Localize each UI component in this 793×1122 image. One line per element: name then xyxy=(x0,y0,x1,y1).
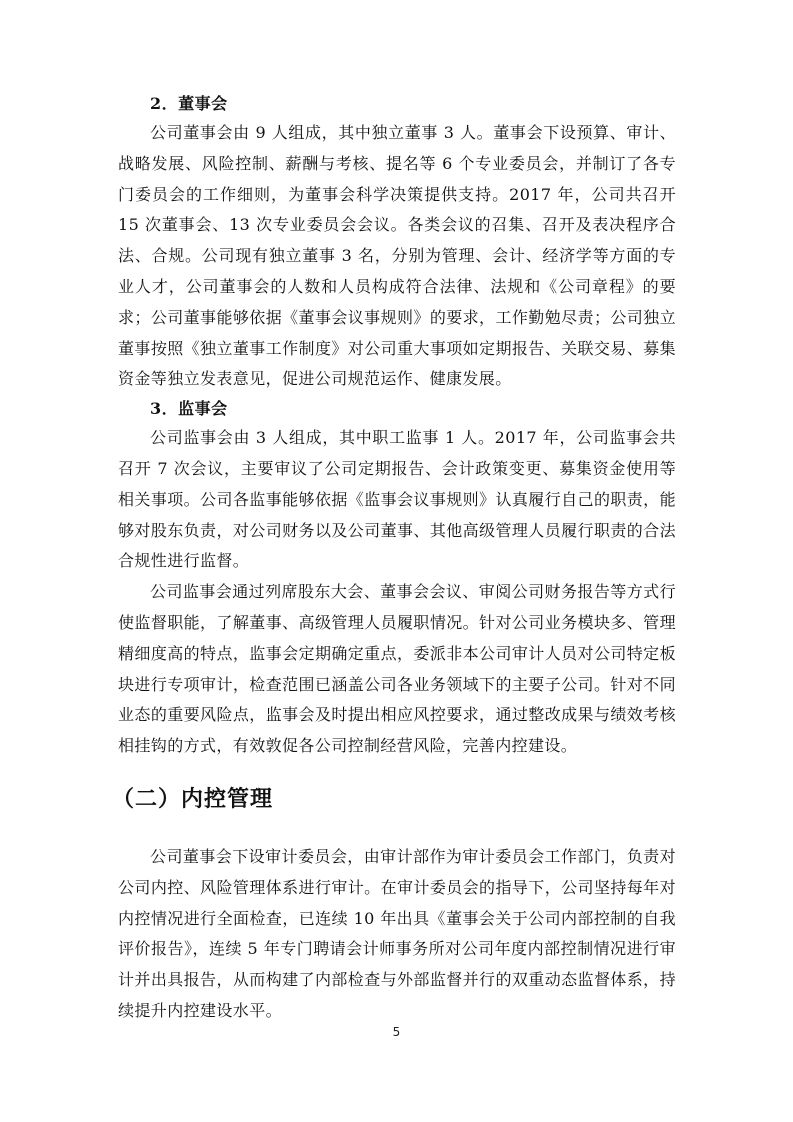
board-heading: 2．董事会 xyxy=(150,94,228,113)
page-number: 5 xyxy=(392,1025,401,1039)
supervisory-paragraph-1: 公司监事会由 3 人组成，其中职工监事 1 人。2017 年，公司监事会共召开 7 次会议，主要审议了公司定期报告、会计政策变更、募集资金使用等相关事项。公司各监事能够依据《监事会议事规则》认真履行自己的职责，能够对股东负责，对公司财务以及公司董事、其他高级管理人员履行职责的合法合规性进行监督。 xyxy=(118,428,676,571)
supervisory-heading: 3．监事会 xyxy=(150,399,228,419)
supervisory-paragraph-2: 公司监事会通过列席股东大会、董事会会议、审阅公司财务报告等方式行使监督职能，了解董事、高级管理人员履职情况。针对公司业务模块多、管理精细度高的特点，监事会定期确定重点，委派非本公司审计人员对公司特定板块进行专项审计，检查范围已涵盖公司各业务领域下的主要子公司。针对不同业态的重要风险点，监事会及时提出相应风控要求，通过整改成果与绩效考核相挂钩的方式，有效敦促各公司控制经营风险，完善内控建设。 xyxy=(118,582,676,756)
internal-control-paragraph: 公司董事会下设审计委员会，由审计部作为审计委员会工作部门，负责对公司内控、风险管理体系进行审计。在审计委员会的指导下，公司坚持每年对内控情况进行全面检查，已连续 10 年出具《董事会关于公司内部控制的自我评价报告》，连续 5 年专门聘请会计师事务所对公司年度内部控制情况进行审计并出具报告，从而构建了内部检查与外部监督并行的双重动态监督体系，持续提升内控建设水平。 xyxy=(118,846,676,1020)
board-paragraph: 公司董事会由 9 人组成，其中独立董事 3 人。董事会下设预算、审计、战略发展、风险控制、薪酬与考核、提名等 6 个专业委员会，并制订了各专门委员会的工作细则，为董事会科学决策提供支持。2017 年，公司共召开 15 次董事会、13 次专业委员会会议。各类会议的召集、召开及表决程序合法、合规。公司现有独立董事 3 名，分别为管理、会计、经济学等方面的专业人才，公司董事会的人数和人员构成符合法律、法规和《公司章程》的要求；公司董事能够依据《董事会议事规则》的要求，工作勤勉尽责；公司独立董事按照《独立董事工作制度》对公司重大事项如定期报告、关联交易、募集资金等独立发表意见，促进公司规范运作、健康发展。 xyxy=(118,123,676,389)
internal-control-title: （二）内控管理 xyxy=(112,786,274,812)
document-body xyxy=(112,90,676,1027)
